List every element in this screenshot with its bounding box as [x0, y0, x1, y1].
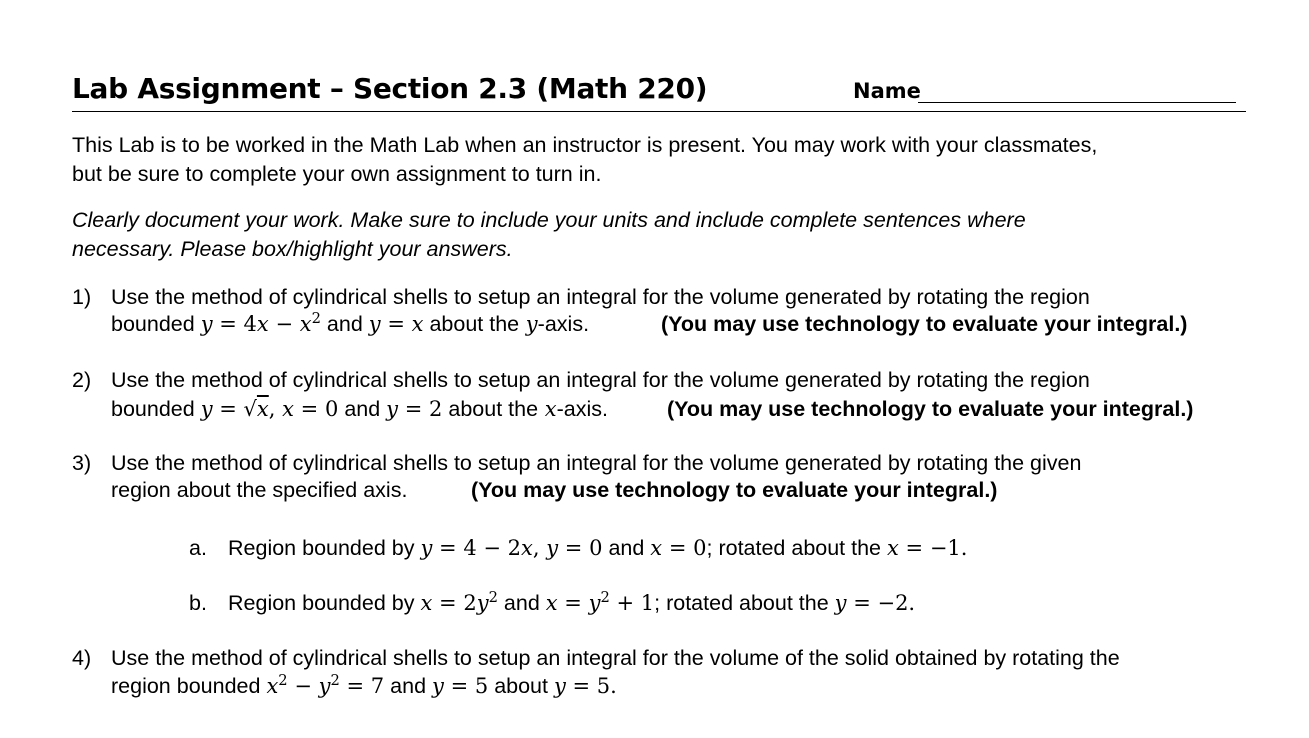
page-title: Lab Assignment – Section 2.3 (Math 220): [72, 72, 708, 105]
problem-4-line-1: Use the method of cylindrical shells to setup an integral for the volume of the solid obtained by rotating the: [111, 646, 1120, 670]
instructions-paragraph: [72, 206, 1026, 264]
intro-line-2: but be sure to complete your own assignment to turn in.: [72, 162, 602, 186]
problem-4-number: 4): [72, 646, 92, 670]
problem-3a-text: Region bounded by y = 4 − 2x, y = 0 and x = 0; rotated about the x = −1.: [228, 536, 968, 560]
problem-3a-label: a.: [189, 536, 207, 560]
problem-3-tech-note: (You may use technology to evaluate your integral.): [471, 478, 998, 502]
problem-1-tech-note: (You may use technology to evaluate your integral.): [661, 312, 1188, 336]
instructions-line-1: Clearly document your work. Make sure to include your units and include complete sentences where: [72, 208, 1026, 232]
instructions-line-2: necessary. Please box/highlight your answers.: [72, 237, 513, 261]
problem-3-line-1: Use the method of cylindrical shells to setup an integral for the volume generated by rotating the given: [111, 451, 1082, 475]
header-rule: [72, 111, 1246, 112]
problem-2-tech-note: (You may use technology to evaluate your integral.): [667, 397, 1194, 421]
name-label: Name: [853, 79, 921, 103]
problem-1-number: 1): [72, 285, 92, 309]
name-field-line[interactable]: [918, 102, 1236, 103]
intro-paragraph: [72, 131, 1097, 189]
problem-2-number: 2): [72, 368, 92, 392]
problem-2-line-1: Use the method of cylindrical shells to setup an integral for the volume generated by rotating the region: [111, 368, 1090, 392]
problem-3-number: 3): [72, 451, 92, 475]
problem-4-line-2: region bounded $x^2 - y^2 = 7$ and y = 5 about y = 5.: [111, 671, 617, 698]
problem-1-line-1: Use the method of cylindrical shells to setup an integral for the volume generated by rotating the region: [111, 285, 1090, 309]
problem-3b-label: b.: [189, 591, 207, 615]
problem-2-line-2: bounded y = √x, x = 0 and y = 2 about the x-axis.: [111, 397, 608, 421]
problem-3-line-2: region about the specified axis.: [111, 478, 408, 502]
problem-1-line-2: bounded $y = 4x - x^2$ and y = x about the y-axis.: [111, 309, 590, 336]
intro-line-1: This Lab is to be worked in the Math Lab when an instructor is present. You may work with your classmates,: [72, 133, 1098, 157]
problem-3b-text: Region bounded by $x = 2y^2$ and $x = y^2 + 1$; rotated about the y = −2.: [228, 588, 916, 615]
